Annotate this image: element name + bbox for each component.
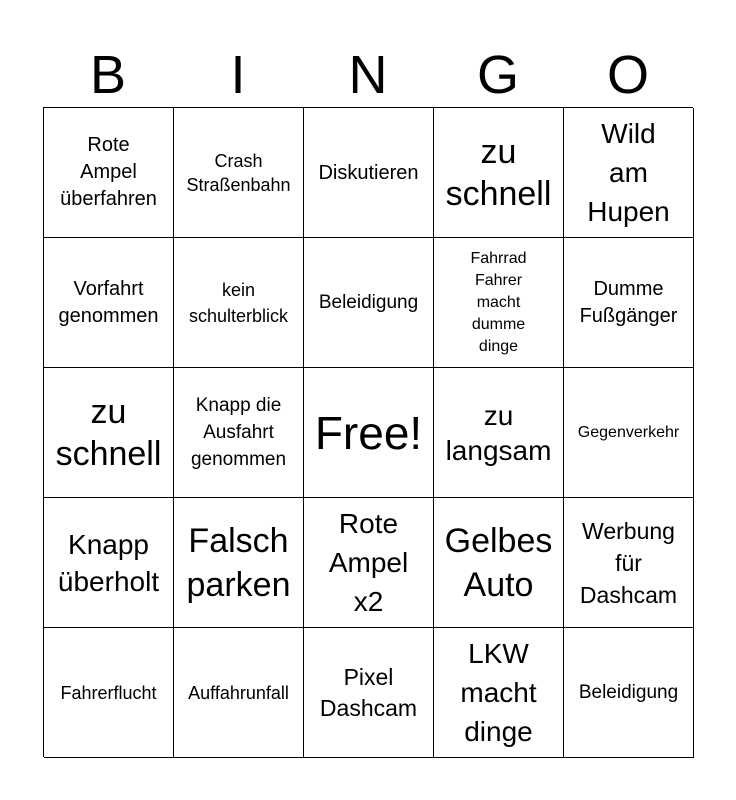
header-letter-g: G bbox=[476, 45, 519, 105]
bingo-cell-r2c5[interactable] bbox=[564, 238, 694, 368]
bingo-cell-label: Auffahrunfall bbox=[188, 682, 289, 703]
bingo-cell-label: Gelbes Auto bbox=[444, 521, 553, 604]
bingo-cell-label: Beleidigung bbox=[318, 291, 419, 313]
bingo-cell-r3c4[interactable] bbox=[434, 368, 564, 498]
header-letter-i: I bbox=[230, 45, 246, 105]
bingo-cell-label: Free! bbox=[314, 406, 423, 459]
bingo-cell-label: Gegenverkehr bbox=[577, 423, 680, 441]
bingo-cell-label: Wild am Hupen bbox=[587, 118, 670, 227]
header-letter-n: N bbox=[348, 45, 388, 105]
bingo-cell-label: Crash Straßenbahn bbox=[186, 150, 291, 195]
bingo-cell-label: Rote Ampel x2 bbox=[328, 508, 409, 617]
bingo-cell-r4c5[interactable] bbox=[564, 498, 694, 628]
bingo-cell-r5c3[interactable] bbox=[304, 628, 434, 758]
bingo-cell-r1c1[interactable] bbox=[44, 108, 174, 238]
bingo-cell-r2c4[interactable] bbox=[434, 238, 564, 368]
bingo-cell-r5c1[interactable] bbox=[44, 628, 174, 758]
bingo-cell-r4c4[interactable] bbox=[434, 498, 564, 628]
bingo-cell-label: Diskutieren bbox=[318, 161, 419, 184]
header-letter-o: O bbox=[606, 45, 649, 105]
bingo-cell-label: kein schulterblick bbox=[188, 279, 289, 326]
bingo-header bbox=[43, 42, 693, 108]
bingo-cell-r1c4[interactable] bbox=[434, 108, 564, 238]
bingo-cell-label: Fahrerflucht bbox=[60, 682, 157, 703]
bingo-cell-label: zu schnell bbox=[55, 392, 162, 473]
bingo-cell-r2c1[interactable] bbox=[44, 238, 174, 368]
bingo-cell-label: Falsch parken bbox=[186, 521, 291, 604]
bingo-cell-label: Knapp überholt bbox=[57, 528, 160, 597]
bingo-cell-label: Fahrrad Fahrer macht dumme dinge bbox=[470, 249, 527, 355]
bingo-cell-r4c2[interactable] bbox=[174, 498, 304, 628]
bingo-cell-label: Knapp die Ausfahrt genommen bbox=[190, 395, 287, 470]
bingo-cell-label: Beleidigung bbox=[578, 681, 679, 703]
bingo-cell-r4c1[interactable] bbox=[44, 498, 174, 628]
header-letter-b: B bbox=[89, 45, 127, 105]
bingo-cell-label: Werbung für Dashcam bbox=[579, 517, 678, 608]
bingo-cell-label: zu schnell bbox=[445, 132, 552, 213]
bingo-cell-r5c4[interactable] bbox=[434, 628, 564, 758]
bingo-cell-label: zu langsam bbox=[445, 399, 552, 466]
bingo-cell-label: Dumme Fußgänger bbox=[579, 277, 678, 327]
bingo-cell-r2c2[interactable] bbox=[174, 238, 304, 368]
bingo-cell-label: Rote Ampel überfahren bbox=[60, 134, 157, 210]
bingo-cell-label: Vorfahrt genommen bbox=[58, 277, 159, 327]
bingo-cell-r3c5[interactable] bbox=[564, 368, 694, 498]
bingo-grid bbox=[43, 107, 693, 757]
bingo-cell-r5c2[interactable] bbox=[174, 628, 304, 758]
bingo-cell-r4c3[interactable] bbox=[304, 498, 434, 628]
bingo-cell-r1c2[interactable] bbox=[174, 108, 304, 238]
bingo-cell-r1c3[interactable] bbox=[304, 108, 434, 238]
bingo-cell-r3c3[interactable] bbox=[304, 368, 434, 498]
bingo-cell-r2c3[interactable] bbox=[304, 238, 434, 368]
bingo-cell-r3c2[interactable] bbox=[174, 368, 304, 498]
bingo-cell-r3c1[interactable] bbox=[44, 368, 174, 498]
bingo-cell-r1c5[interactable] bbox=[564, 108, 694, 238]
bingo-cell-r5c5[interactable] bbox=[564, 628, 694, 758]
bingo-cell-label: Pixel Dashcam bbox=[319, 663, 418, 721]
bingo-cell-label: LKW macht dinge bbox=[460, 638, 537, 747]
